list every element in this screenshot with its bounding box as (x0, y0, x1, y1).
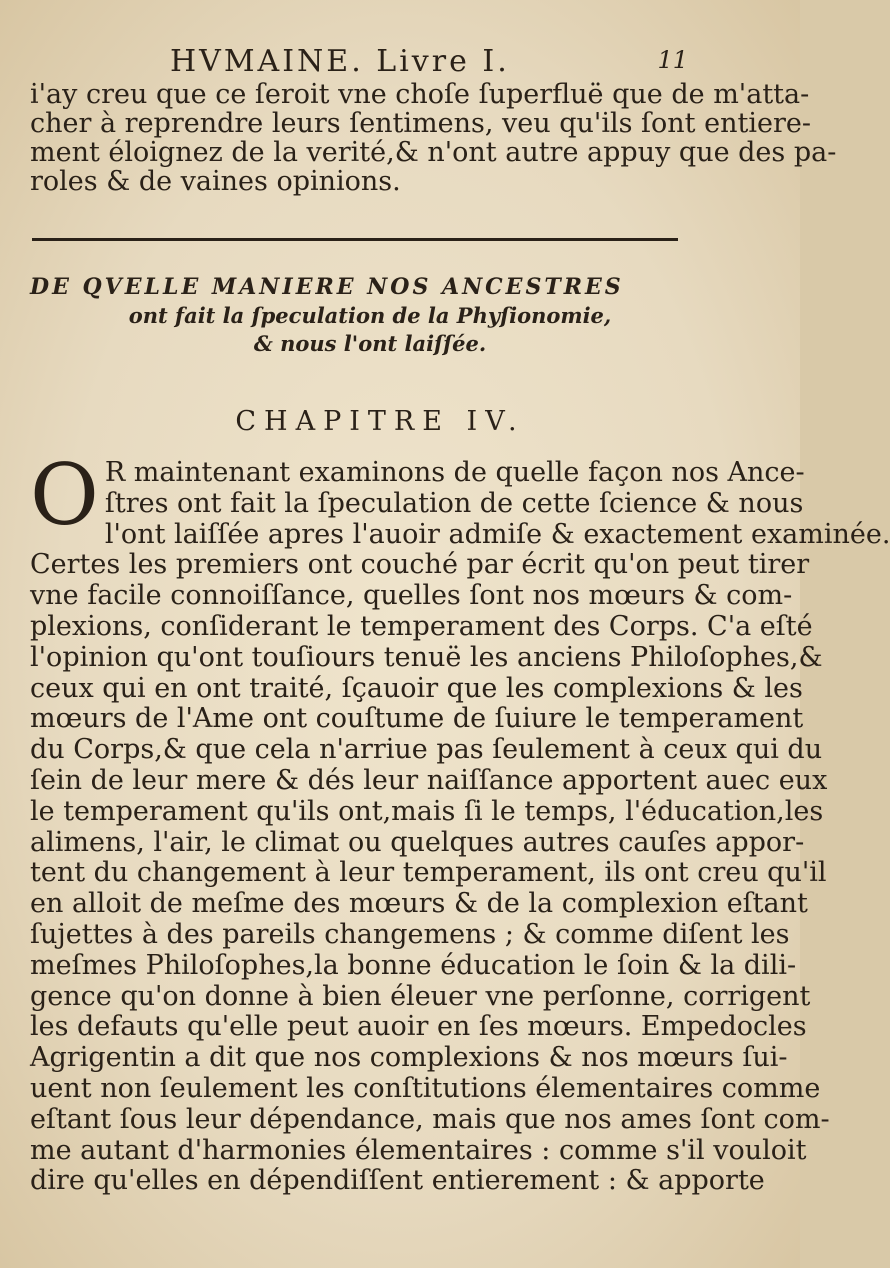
drop-cap: O (30, 446, 99, 544)
text-line: les defauts qu'elle peut auoir en ſes mœurs. Empedocles (30, 1011, 807, 1043)
text-line: dire qu'elles en dépendiſſent entierement : & apporte (30, 1165, 765, 1197)
intro-paragraph (30, 79, 837, 197)
text-line: me autant d'harmonies élementaires : comme s'il vouloit (30, 1134, 807, 1166)
heading-line-1: DE QVELLE MANIERE NOS ANCESTRES (30, 274, 624, 300)
divider-rule (32, 238, 678, 241)
text-line: R maintenant examinons de quelle façon nos Ance- (104, 457, 805, 488)
text-line: meſmes Philoſophes,la bonne éducation le ſoin & la dili- (30, 949, 797, 981)
text-line: ſtres ont fait la ſpeculation de cette ſcience & nous (104, 487, 804, 519)
chapter-number: CHAPITRE IV. (235, 406, 525, 437)
page-number: 11 (657, 46, 688, 74)
text-line: Agrigentin a dit que nos complexions & nos mœurs ſui- (30, 1042, 788, 1074)
text-line: le temperament qu'ils ont,mais ſi le temps, l'éducation,les (30, 795, 824, 827)
running-head (0, 44, 800, 80)
text-line: ceux qui en ont traité, ſçauoir que les complexions & les (30, 672, 803, 704)
text-line: gence qu'on donne à bien éleuer vne perſonne, corrigent (30, 980, 811, 1012)
text-line: cher à reprendre leurs ſentimens, veu qu'ils ſont entiere- (30, 108, 811, 139)
chapter-body (30, 446, 890, 1197)
text-line: l'opinion qu'ont touſiours tenuë les anciens Philoſophes,& (30, 641, 823, 673)
text-line: ſein de leur mere & dés leur naiſſance apportent auec eux (30, 764, 828, 796)
text-line: Certes les premiers ont couché par écrit qu'on peut tirer (30, 549, 810, 581)
chapter-heading (30, 272, 710, 358)
text-line: i'ay creu que ce ſeroit vne choſe ſuperfluë que de m'atta- (30, 79, 810, 110)
text-line: ſujettes à des pareils changemens ; & comme diſent les (30, 918, 790, 950)
text-line: l'ont laiſſée apres l'auoir admiſe & exactement examinée. (104, 518, 890, 550)
text-line: eſtant ſous leur dépendance, mais que nos ames ſont com- (30, 1103, 830, 1135)
heading-line-3: & nous l'ont laiſſée. (253, 331, 487, 356)
text-line: mœurs de l'Ame ont couſtume de ſuiure le temperament (30, 703, 804, 735)
text-line: roles & de vaines opinions. (30, 166, 401, 197)
text-line: du Corps,& que cela n'arriue pas ſeulement à ceux qui du (30, 734, 823, 766)
text-line: ment éloignez de la verité,& n'ont autre appuy que des pa- (30, 137, 837, 168)
heading-line-2: ont fait la ſpeculation de la Phyſionomie, (128, 303, 612, 328)
text-line: plexions, conſiderant le temperament des Corps. C'a eſté (30, 610, 813, 642)
text-line: uent non ſeulement les conſtitutions élementaires comme (30, 1072, 821, 1104)
text-line: tent du changement à leur temperament, ils ont creu qu'il (30, 857, 827, 889)
text-line: en alloit de meſme des mœurs & de la complexion eſtant (30, 888, 808, 920)
running-head-title: HVMAINE. Livre I. (170, 44, 510, 79)
text-line: vne facile connoiſſance, quelles ſont nos mœurs & com- (30, 580, 793, 612)
text-line: alimens, l'air, le climat ou quelques autres cauſes appor- (30, 826, 805, 858)
